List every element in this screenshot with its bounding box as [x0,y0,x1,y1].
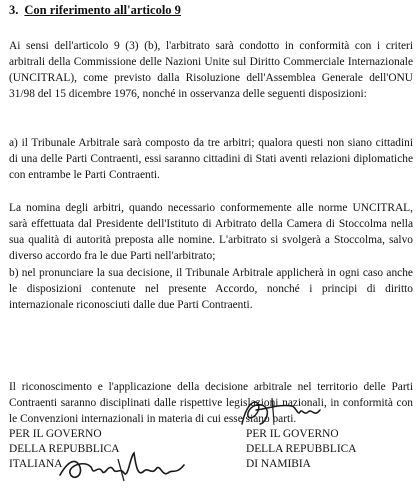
paragraph-point-b: b) nel pronunciare la sua decisione, il Tribunale Arbitrale applicherà in ogni caso anche le disposizioni contenute nel presente Accordo, nonché i principi di diritto internazionale riconosciuti dalle due Parti Contraenti. [9,267,413,311]
paragraph-recognition: Il riconoscimento e l'applicazione della decisione arbitrale nel territorio delle Parti Contraenti saranno disciplinati dalle rispettive legislazioni nazionali, in conformità con le Convenzioni internazionali in materia di cui esse siano parti. [9,381,413,425]
signature-line: ITALIANA [9,458,63,470]
signature-line: DELLA REPUBBLICA [246,443,357,455]
paragraph-intro: Ai sensi dell'articolo 9 (3) (b), l'arbitrato sarà condotto in conformità con i criteri arbitrali della Commissione delle Nazioni Unite sul Diritto Commerciale Internazionale (UNCITRAL), come previsto dalla Risoluzione dell'Assemblea Generale dell'ONU 31/98 del 15 dicembre 1976, nonché in osservanza delle seguenti disposizioni: [9,40,413,100]
handwritten-signature-italy [58,447,188,487]
signature-line: DI NAMIBIA [246,458,311,470]
section-number: 3. [9,3,19,17]
signature-line: PER IL GOVERNO [246,428,339,440]
handwritten-signature-namibia [236,394,326,430]
signature-line: DELLA REPUBBLICA [9,443,120,455]
signature-line: PER IL GOVERNO [9,428,102,440]
section-title: Con riferimento all'articolo 9 [24,3,181,17]
signature-block-namibia [246,427,356,472]
paragraph-point-a: a) il Tribunale Arbitrale sarà composto da tre arbitri; qualora questi non siano cittadini di una delle Parti Contraenti, essi saranno cittadini di Stati aventi relazioni diplomatiche con entrambe le Parti Contraenti. [9,137,413,181]
section-heading [9,3,181,18]
paragraph-nomination: La nomina degli arbitri, quando necessario conformemente alle norme UNCITRAL, sarà effettuata dal Presidente dell'Istituto di Arbitrato della Camera di Stoccolma nella sua qualità di autorità preposta alle nomine. L'arbitrato si svolgerà a Stoccolma, salvo diverso accordo fra le due Parti nell'arbitrato; [9,202,413,262]
